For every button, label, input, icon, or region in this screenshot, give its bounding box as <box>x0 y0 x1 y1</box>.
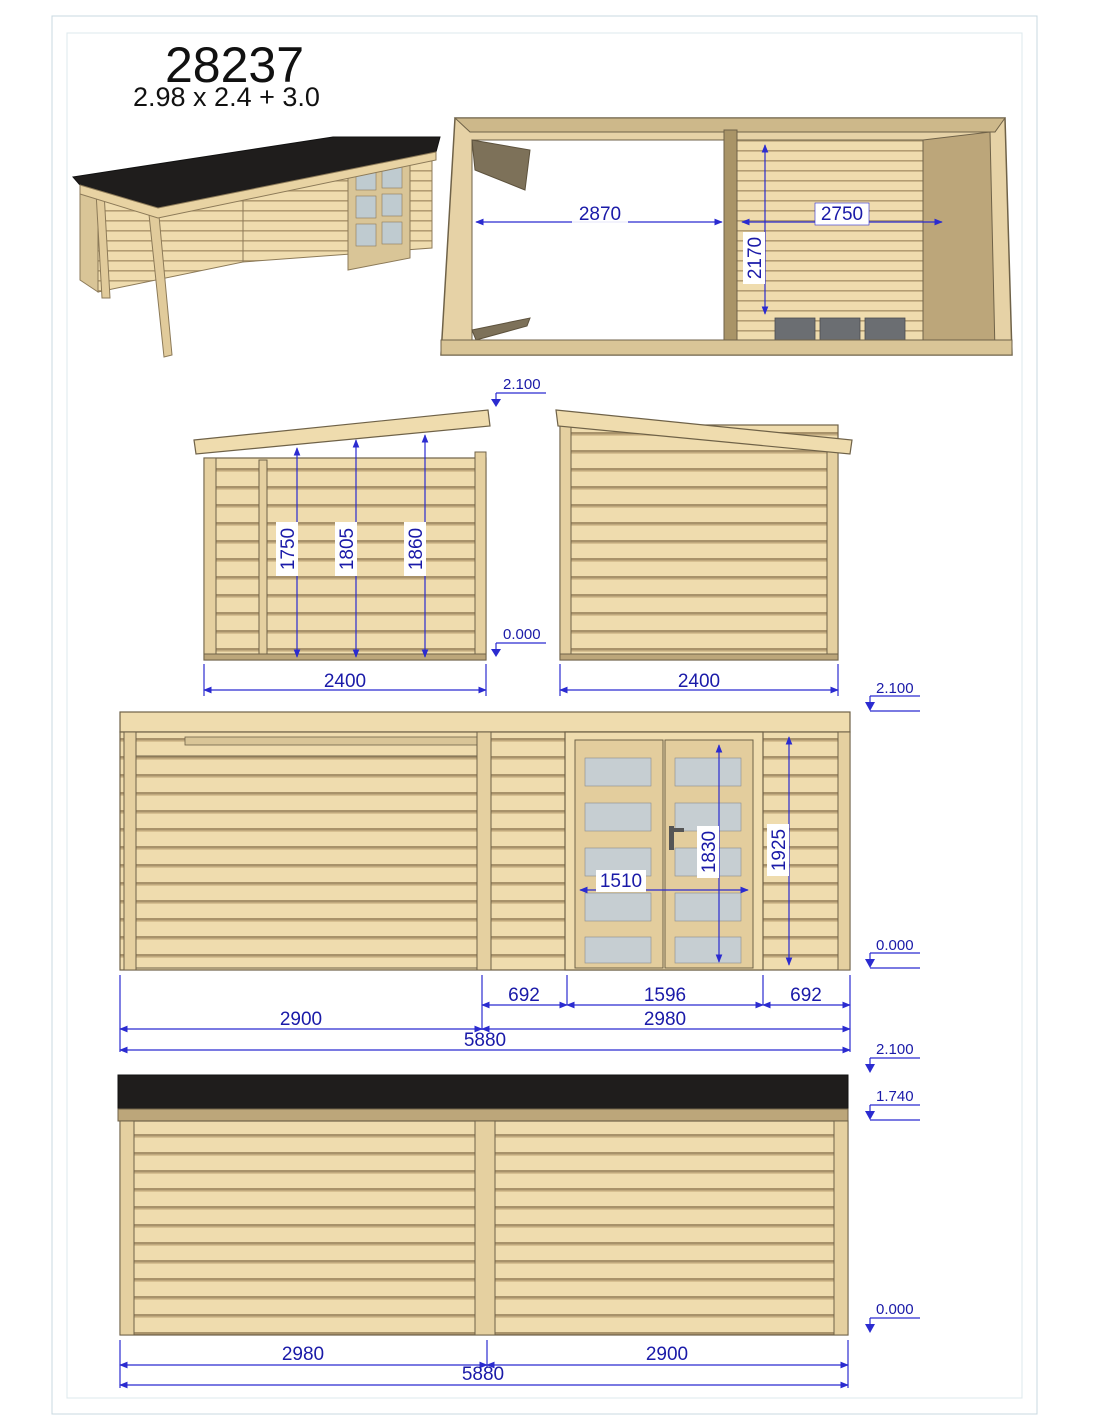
plan-depth: 2170 <box>745 236 766 280</box>
front-level-top: 2.100 <box>876 680 914 697</box>
side-height-2: 1805 <box>337 527 358 571</box>
front-elevation <box>120 712 850 970</box>
front-total: 5880 <box>463 1030 507 1051</box>
side-right-width: 2400 <box>677 671 721 692</box>
plan-view <box>441 118 1012 355</box>
seg-door: 1596 <box>643 985 687 1006</box>
model-size: 2.98 x 2.4 + 3.0 <box>133 82 320 112</box>
front-level-bottom: 0.000 <box>876 937 914 954</box>
side-elevation-right <box>556 410 852 660</box>
seg-left: 692 <box>508 985 540 1006</box>
door-height: 1830 <box>699 830 720 874</box>
model-number: 28237 <box>165 37 305 93</box>
back-level-bottom: 0.000 <box>876 1301 914 1318</box>
side-height-1: 1750 <box>278 527 299 571</box>
seg-right: 692 <box>790 985 822 1006</box>
door-width: 1510 <box>599 871 643 892</box>
side-level-top: 2.100 <box>503 376 541 393</box>
plan-width-left: 2870 <box>578 204 622 225</box>
side-level-bottom: 0.000 <box>503 626 541 643</box>
side-left-width: 2400 <box>323 671 367 692</box>
back-level-mid: 1.740 <box>876 1088 914 1105</box>
perspective-view <box>73 137 440 357</box>
side-height-3: 1860 <box>406 527 427 571</box>
front-part-left: 2900 <box>279 1009 323 1030</box>
back-part-left: 2980 <box>281 1344 325 1365</box>
back-elevation <box>118 1075 848 1335</box>
back-total: 5880 <box>461 1364 505 1385</box>
front-part-right: 2980 <box>643 1009 687 1030</box>
wall-height: 1925 <box>769 828 790 872</box>
back-part-right: 2900 <box>645 1344 689 1365</box>
back-level-top: 2.100 <box>876 1041 914 1058</box>
plan-width-right: 2750 <box>820 204 864 225</box>
